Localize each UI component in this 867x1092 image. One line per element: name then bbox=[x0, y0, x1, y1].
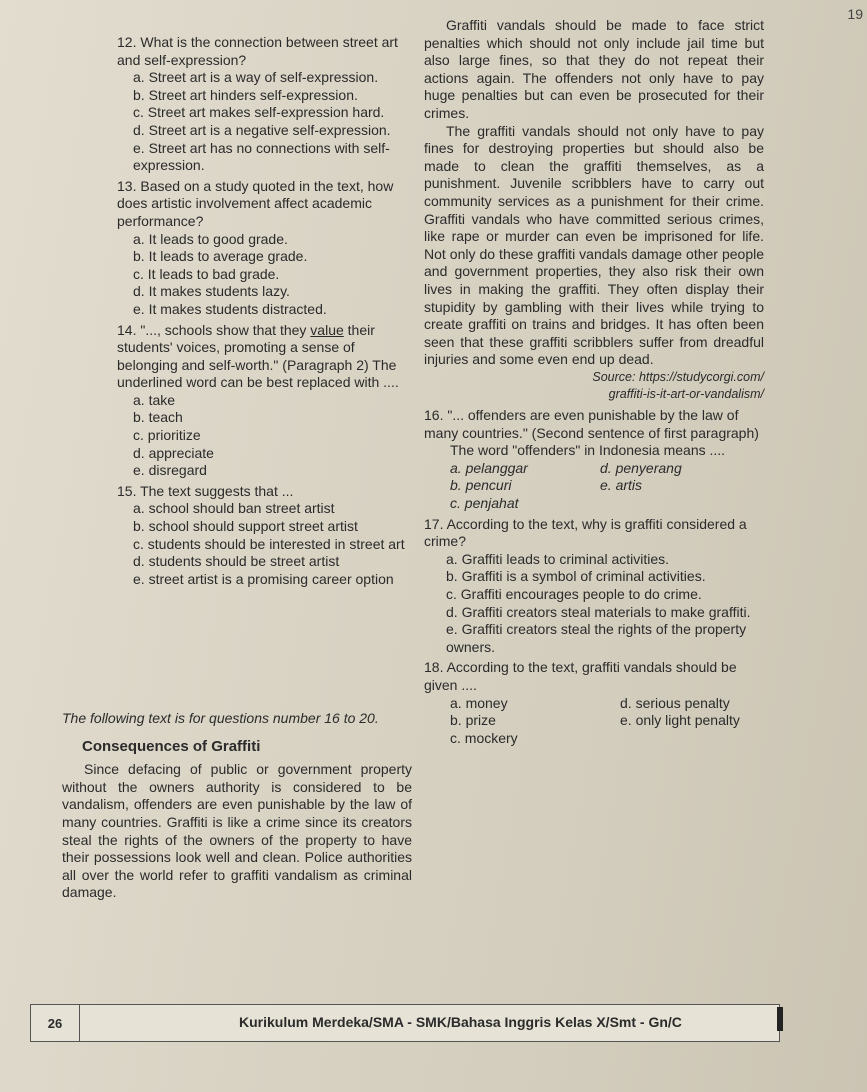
passage-start-column bbox=[62, 710, 412, 902]
q17-option-e: e. Graffiti creators steal the rights of the property owners. bbox=[446, 621, 747, 655]
q14-option-b: b. teach bbox=[133, 409, 183, 426]
q12-option-c: c. Street art makes self-expression hard. bbox=[133, 104, 385, 121]
q17-option-b: b. Graffiti is a symbol of criminal activities. bbox=[446, 568, 706, 585]
q16-subquestion: The word "offenders" in Indonesia means .... bbox=[450, 442, 726, 459]
q16-option-e: e. artis bbox=[600, 477, 643, 494]
right-column bbox=[424, 17, 764, 747]
q18-option-a: a. money bbox=[450, 694, 508, 711]
q12-option-e: e. Street art has no connections with self-expression. bbox=[133, 139, 390, 174]
page-footer bbox=[30, 1004, 780, 1042]
q14-question: 14. "..., schools show that they value their students' voices, promoting a sense of belonging and self-worth." (Paragraph 2) The underlined word can be best replaced with .... bbox=[117, 321, 399, 391]
q14-option-a: a. take bbox=[133, 391, 176, 408]
q15-option-b: b. school should support street artist bbox=[133, 518, 358, 535]
q17-option-d: d. Graffiti creators steal materials to make graffiti. bbox=[446, 603, 751, 620]
q16-option-d: d. penyerang bbox=[600, 459, 682, 476]
q14-option-d: d. appreciate bbox=[133, 444, 214, 461]
q15-option-a: a. school should ban street artist bbox=[133, 500, 335, 517]
footer-tab-marker bbox=[777, 1007, 783, 1031]
q14-option-c: c. prioritize bbox=[133, 427, 201, 444]
q13-question: 13. Based on a study quoted in the text, how does artistic involvement affect academic performance? bbox=[117, 177, 394, 229]
q14-option-e: e. disregard bbox=[133, 462, 207, 479]
q16-option-b: b. pencuri bbox=[450, 477, 512, 494]
q13-option-d: d. It makes students lazy. bbox=[133, 283, 290, 300]
passage-title: Consequences of Graffiti bbox=[82, 737, 261, 755]
q18-option-e: e. only light penalty bbox=[620, 712, 740, 729]
footer-curriculum-text: Kurikulum Merdeka/SMA - SMK/Bahasa Inggris Kelas X/Smt - Gn/C bbox=[239, 1014, 682, 1030]
q15-option-c: c. students should be interested in street art bbox=[133, 535, 405, 552]
footer-page-number: 26 bbox=[31, 1005, 80, 1041]
q13-option-a: a. It leads to good grade. bbox=[133, 230, 288, 247]
q12-option-b: b. Street art hinders self-expression. bbox=[133, 86, 358, 103]
q12-option-d: d. Street art is a negative self-expression. bbox=[133, 121, 391, 138]
q12-option-a: a. Street art is a way of self-expression. bbox=[133, 69, 379, 86]
q14-underlined-word: value bbox=[310, 321, 344, 338]
passage-paragraph-2: Graffiti vandals should be made to face strict penalties which should not only include jail time but also large fines, so that they do not repeat their actions again. The offenders not only have to pay huge penalties but can even be prosecuted for their crimes. bbox=[424, 17, 764, 121]
q17-question: 17. According to the text, why is graffiti considered a crime? bbox=[424, 515, 747, 550]
q18-option-empty bbox=[620, 730, 780, 748]
left-column bbox=[117, 34, 409, 588]
q16-option-c: c. penjahat bbox=[450, 495, 519, 512]
q17-option-c: c. Graffiti encourages people to do crime. bbox=[446, 586, 702, 602]
passage-source-line-2: graffiti-is-it-art-or-vandalism/ bbox=[608, 387, 764, 402]
q18-options bbox=[450, 695, 764, 748]
passage-source-line-1: Source: https://studycorgi.com/ bbox=[592, 369, 764, 384]
q16-option-empty bbox=[600, 495, 750, 513]
q18-question: 18. According to the text, graffiti vandals should be given .... bbox=[424, 659, 737, 693]
q15-option-d: d. students should be street artist bbox=[133, 553, 340, 570]
passage-paragraph-1: Since defacing of public or government property without the owners authority is considered to be vandalism, offenders are even punishable by the law of many countries. Graffiti is like a crime since its creators steal the rights of the owners of the property to have their possessions look well and clean. Police authorities all over the world refer to graffiti vandalism as criminal damage. bbox=[62, 761, 412, 901]
q13-option-b: b. It leads to average grade. bbox=[133, 248, 308, 265]
q15-question: 15. The text suggests that ... bbox=[117, 482, 294, 499]
q13-option-c: c. It leads to bad grade. bbox=[133, 265, 280, 282]
q18-option-d: d. serious penalty bbox=[620, 694, 730, 711]
q15-option-e: e. street artist is a promising career option bbox=[133, 570, 394, 587]
q16-option-a: a. pelanggar bbox=[450, 459, 528, 476]
q12-question: 12. What is the connection between street art and self-expression? bbox=[117, 34, 398, 68]
passage-paragraph-3: The graffiti vandals should not only have to pay fines for destroying properties but should also be made to clean the graffiti themselves, as a punishment. Juvenile scribblers have to carry out community services as a punishment for their crime. Graffiti vandals who have committed serious crimes, like rape or murder can even be imprisoned for life. Not only do these graffiti vandals damage other people and government properties, they also risk their own lives in making the graffiti. They often display their stupidity by gambling with their lives while trying to create graffiti on trains and bridges. It has often been seen that these graffiti scribblers suffer from dreadful injuries and some even end up dead. bbox=[424, 122, 764, 368]
q13-option-e: e. It makes students distracted. bbox=[133, 300, 327, 317]
instruction-text: The following text is for questions number 16 to 20. bbox=[62, 710, 379, 726]
corner-page-number: 19 bbox=[847, 6, 863, 22]
q16-options bbox=[450, 460, 764, 513]
q18-option-b: b. prize bbox=[450, 712, 496, 729]
q16-question: 16. "... offenders are even punishable by the law of many countries." (Second sentence of first paragraph) bbox=[424, 407, 759, 441]
q18-option-c: c. mockery bbox=[450, 729, 518, 746]
q17-option-a: a. Graffiti leads to criminal activities. bbox=[446, 550, 670, 567]
